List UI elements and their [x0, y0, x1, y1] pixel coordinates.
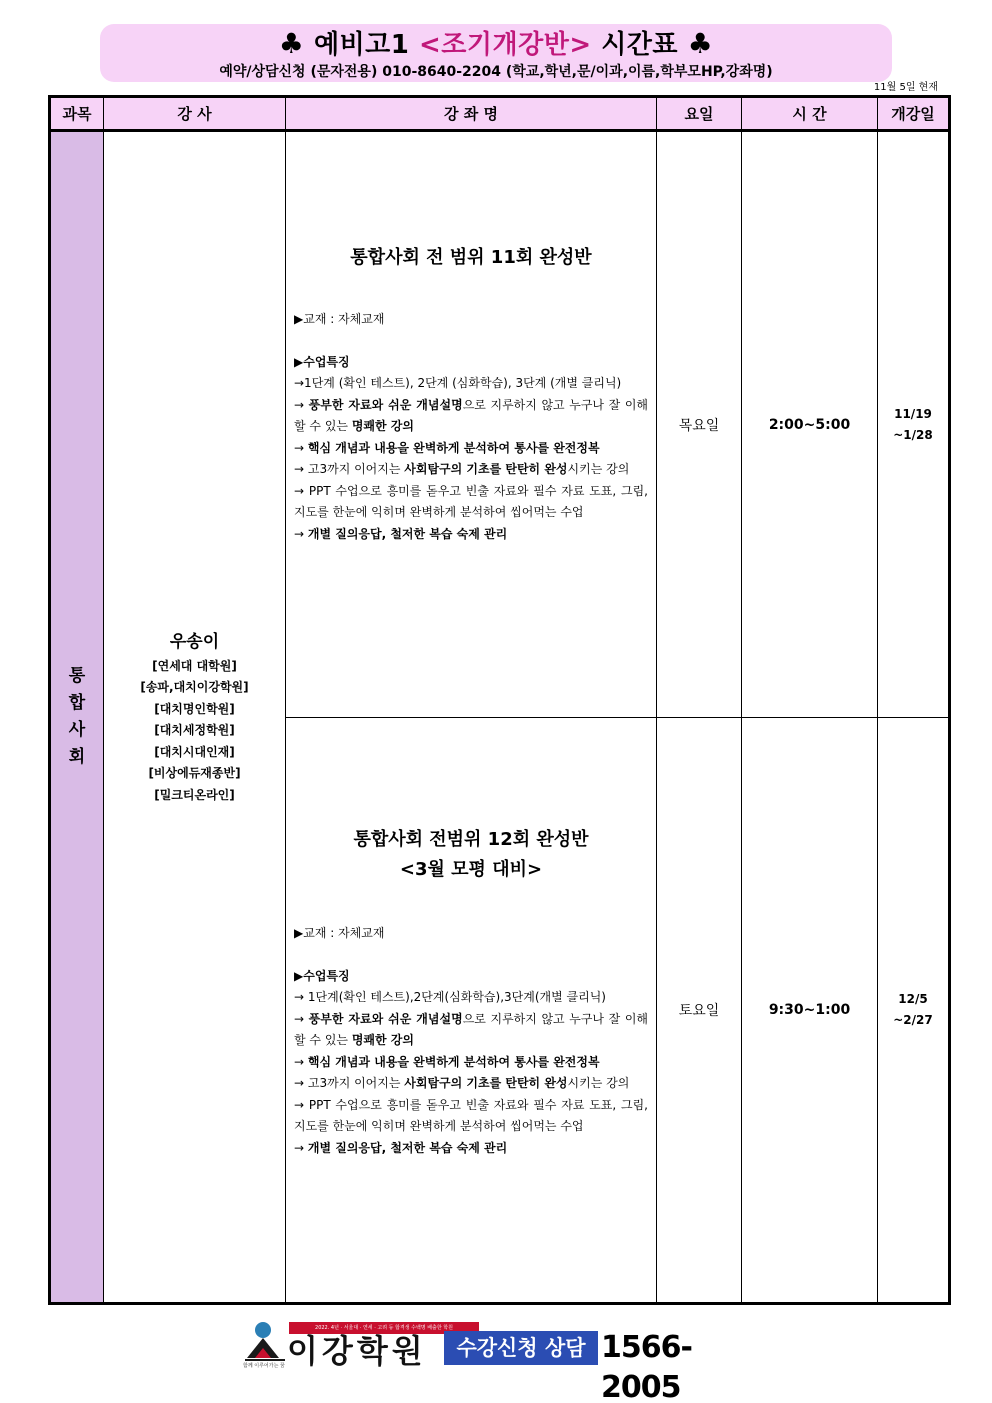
table-row [50, 131, 950, 718]
subject-char: 사 [68, 720, 86, 740]
teacher-credential: [대치세정학원] [154, 723, 235, 738]
day-cell: 목요일 [657, 131, 742, 718]
course-feature-line [294, 438, 648, 460]
course-features-label: ▶수업특징 [294, 968, 350, 983]
time-cell: 9:30~1:00 [742, 718, 878, 1304]
feature-text: 시키는 강의 [567, 462, 630, 476]
phone-number[interactable]: 1566-2005 [601, 1330, 692, 1403]
teacher-credential: [비상에듀재종반] [148, 766, 241, 781]
feature-text: → PPT 수업으로 흥미를 돋우고 빈출 자료와 필수 자료 도표, 그림, 지도를 한눈에 익히며 완벽하게 분석하여 씹어먹는 수업 [294, 1097, 648, 1133]
academy-logo-icon [243, 1320, 287, 1368]
course-title: 통합사회 전범위 12회 완성반 [353, 829, 589, 850]
club-icon: ♣ [687, 27, 714, 60]
title-suffix: 시간표 [601, 30, 679, 60]
column-header: 강 사 [104, 97, 286, 131]
feature-text: → 1단계(확인 테스트),2단계(심화학습),3단계(개별 클리닉) [294, 990, 606, 1004]
teacher-credential: [송파,대치이강학원] [140, 680, 249, 695]
feature-text: 시키는 강의 [567, 1076, 630, 1090]
course-feature-line [294, 1095, 648, 1138]
header-row [50, 97, 950, 131]
feature-text: 명쾌한 강의 [351, 419, 414, 433]
end-date: ~1/28 [893, 427, 933, 442]
time-cell: 2:00~5:00 [742, 131, 878, 718]
column-header: 시 간 [742, 97, 878, 131]
feature-text: 명쾌한 강의 [351, 1033, 414, 1047]
feature-text: 개별 질의응답, 철저한 복습 숙제 관리 [307, 526, 508, 541]
column-header: 강 좌 명 [286, 97, 657, 131]
teacher-name: 우송이 [169, 631, 220, 652]
logo-caption: 함께 이루어가는 꿈 [243, 1363, 285, 1369]
feature-text: → [294, 1011, 309, 1026]
course-book: ▶교재 : 자체교재 [294, 926, 385, 940]
course-feature-line [294, 987, 648, 1009]
course-feature-line [294, 373, 648, 395]
course-features-label: ▶수업특징 [294, 354, 350, 369]
feature-text: 풍부한 자료와 쉬운 개념설명 [308, 1011, 463, 1026]
feature-text: 으로 지루하지 않고 누구나 잘 이해할 수 있는 [294, 1011, 648, 1047]
teacher-credential: [연세대 대학원] [152, 658, 237, 673]
course-subtitle: <3월 모평 대비> [399, 859, 543, 880]
as-of-date: 11월 5일 현재 [873, 82, 938, 93]
course-cell [286, 131, 657, 718]
subject-char: 회 [68, 747, 86, 767]
course-feature-line [294, 1073, 648, 1095]
course-feature-line [294, 459, 648, 481]
academy-name: 이강학원 [287, 1332, 427, 1370]
club-icon: ♣ [278, 27, 305, 60]
title-highlight: <조기개강반> [418, 30, 592, 60]
course-feature-line [294, 1009, 648, 1052]
teacher-cell [104, 131, 286, 1304]
feature-text: → PPT 수업으로 흥미를 돋우고 빈출 자료와 필수 자료 도표, 그림, 지도를 한눈에 익히며 완벽하게 분석하여 씹어먹는 수업 [294, 483, 648, 519]
start-date-cell [878, 131, 950, 718]
schedule-table [48, 95, 951, 1305]
feature-text: → 고3까지 이어지는 [294, 1076, 405, 1090]
booking-info: 예약/상담신청 (문자전용) 010-8640-2204 (학교,학년,문/이과,이름,학부모HP,강좌명) [219, 64, 773, 80]
feature-text: 핵심 개념과 내용을 완벽하게 분석하여 통사를 완전정복 [307, 1054, 600, 1069]
subject-char: 합 [68, 693, 86, 713]
column-header: 개강일 [878, 97, 950, 131]
title-banner [100, 24, 892, 82]
teacher-credential: [대치시대인재] [154, 744, 235, 759]
subject-char: 통 [68, 666, 86, 686]
page-title [100, 24, 892, 63]
feature-text: → [294, 397, 309, 412]
teacher-credential: [대치명인학원] [154, 701, 235, 716]
start-date: 11/19 [894, 406, 932, 421]
column-header: 과목 [50, 97, 104, 131]
feature-text: 풍부한 자료와 쉬운 개념설명 [308, 397, 463, 412]
feature-text: 으로 지루하지 않고 누구나 잘 이해할 수 있는 [294, 397, 648, 433]
subject-cell [50, 131, 104, 1304]
teacher-credential: [밀크티온라인] [154, 787, 235, 802]
course-feature-lines [294, 987, 648, 1159]
feature-text: →1단계 (확인 테스트), 2단계 (심화학습), 3단계 (개별 클리닉) [294, 376, 622, 390]
feature-text: → 고3까지 이어지는 [294, 462, 405, 476]
start-date-cell [878, 718, 950, 1304]
feature-text: 사회탐구의 기초를 탄탄히 완성 [404, 1076, 568, 1090]
start-date: 12/5 [898, 992, 928, 1006]
end-date: ~2/27 [893, 1013, 933, 1027]
course-cell [286, 718, 657, 1304]
title-prefix: 예비고1 [313, 30, 410, 60]
feature-text: → [294, 526, 308, 541]
feature-text: 사회탐구의 기초를 탄탄히 완성 [404, 462, 568, 476]
feature-text: → [294, 1054, 308, 1069]
day-cell: 토요일 [657, 718, 742, 1304]
logo-tagline: 2022. 4년 · 서울대 · 연세 · 고려 등 합격생 수백명 배출한 학원 [289, 1322, 479, 1334]
course-feature-line [294, 395, 648, 438]
footer-banner [243, 1320, 763, 1403]
feature-text: 핵심 개념과 내용을 완벽하게 분석하여 통사를 완전정복 [307, 440, 600, 455]
course-feature-line [294, 481, 648, 524]
course-title: 통합사회 전 범위 11회 완성반 [350, 247, 592, 268]
course-feature-line [294, 1052, 648, 1074]
course-feature-lines [294, 373, 648, 545]
course-feature-line [294, 1138, 648, 1160]
enroll-consult-button[interactable]: 수강신청 상담 [444, 1331, 598, 1365]
feature-text: → [294, 440, 308, 455]
course-feature-line [294, 524, 648, 546]
course-book: ▶교재 : 자체교재 [294, 312, 385, 326]
feature-text: 개별 질의응답, 철저한 복습 숙제 관리 [307, 1140, 508, 1155]
feature-text: → [294, 1140, 308, 1155]
column-header: 요일 [657, 97, 742, 131]
